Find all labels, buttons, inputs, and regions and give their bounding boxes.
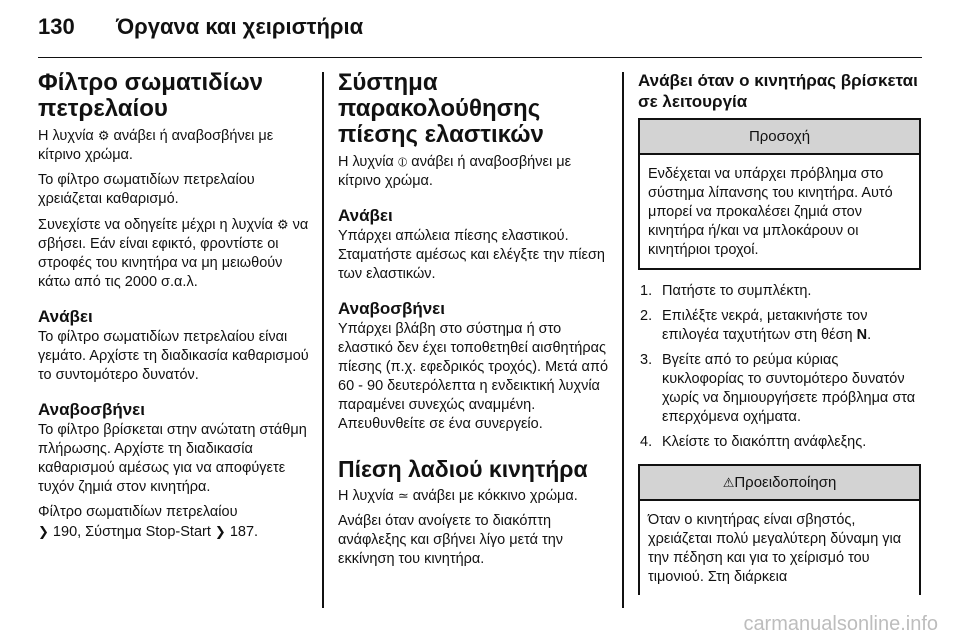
warning-title: Προειδοποίηση (734, 474, 837, 491)
page-ref-icon: ❯ (214, 524, 226, 539)
caution-title: Προσοχή (640, 120, 919, 155)
warning-triangle-icon: ⚠ (722, 475, 735, 490)
heading-oil-pressure: Πίεση λαδιού κινητήρα (338, 456, 588, 482)
header-rule (38, 57, 922, 58)
diesel-filter-icon: ⚙ (97, 128, 110, 143)
page-title: Όργανα και χειριστήρια (116, 14, 364, 39)
paragraph: Το φίλτρο σωματιδίων πετρελαίου είναι γεμάτο. Αρχίστε τη διαδικασία καθαρισμού το συντομότερο δυνατόν. (38, 329, 309, 383)
heading-on: Ανάβει (38, 307, 93, 326)
heading-flashing: Αναβοσβήνει (338, 299, 445, 318)
heading-flashing: Αναβοσβήνει (38, 400, 145, 419)
tire-pressure-icon: ⦶ (397, 154, 408, 169)
oil-can-icon: ≃ (397, 488, 409, 503)
paragraph: Το φίλτρο σωματιδίων πετρελαίου χρειάζεται καθαρισμό. (38, 172, 255, 207)
warning-header (640, 466, 919, 501)
page-number: 130 (38, 14, 75, 39)
paragraph: Το φίλτρο βρίσκεται στην ανώτατη στάθμη πλήρωσης. Αρχίστε τη διαδικασία καθαρισμού αμέσως για να αποφύγετε τυχόν ζημιά στον κινητήρα. (38, 422, 307, 495)
list-item: 3. Βγείτε από το ρεύμα κύριας κυκλοφορίας το συντομότερο δυνατόν χωρίς να δημιουργήσετε πρόβλημα στα επερχόμενα οχήματα. (640, 352, 916, 425)
column-3 (638, 70, 921, 607)
page-ref-icon: ❯ (38, 524, 49, 539)
paragraph: Η λυχνία ⚙ ανάβει ή αναβοσβήνει με κίτρινο χρώμα. (38, 128, 274, 163)
paragraph: Συνεχίστε να οδηγείτε μέχρι η λυχνία ⚙ να σβήσει. Εάν είναι εφικτό, φροντίστε οι στροφές του κινητήρα να μη μειωθούν κάτω από τις 2000 σ.α.λ. (38, 217, 309, 290)
diesel-filter-icon: ⚙ (276, 217, 289, 232)
paragraph: Η λυχνία ≃ ανάβει με κόκκινο χρώμα. (338, 488, 578, 504)
heading-tire-pressure: Σύστημα παρακολούθησης πίεσης ελαστικών (338, 69, 544, 148)
caution-text: Ενδέχεται να υπάρχει πρόβλημα στο σύστημα λίπανσης του κινητήρα. Αυτό μπορεί να προκαλέσει ζημιά στον κινητήρα ή/και να μπλοκάρουν οι κινητήριοι τροχοί. (648, 166, 893, 258)
warning-text: Όταν ο κινητήρας είναι σβηστός, χρειάζεται πολύ μεγαλύτερη δύναμη για την πέδηση και για το χείρισμό του τιμονιού. Στη διάρκεια (648, 512, 902, 585)
steps-list (638, 282, 921, 452)
paragraph: Υπάρχει απώλεια πίεσης ελαστικού. Σταματήστε αμέσως και ελέγξτε την πίεση των ελαστικών. (338, 228, 605, 282)
heading-diesel-filter: Φίλτρο σωματιδίων πετρελαίου (38, 69, 263, 122)
paragraph: Ανάβει όταν ανοίγετε το διακόπτη ανάφλεξης και σβήνει λίγο μετά την εκκίνηση του κινητήρα. (338, 513, 564, 567)
subheading-engine-running: Ανάβει όταν ο κινητήρας βρίσκεται σε λειτουργία (638, 71, 918, 111)
list-item: 2. Επιλέξτε νεκρά, μετακινήστε τον επιλογέα ταχυτήτων στη θέση N. (640, 308, 872, 343)
caution-box (638, 118, 921, 270)
page-header (38, 14, 363, 40)
list-item: 1. Πατήστε το συμπλέκτη. (640, 283, 812, 299)
list-item: 4. Κλείστε το διακόπτη ανάφλεξης. (640, 434, 867, 450)
warning-box (638, 464, 921, 595)
column-divider-2 (622, 72, 624, 608)
heading-on: Ανάβει (338, 206, 393, 225)
column-divider-1 (322, 72, 324, 608)
watermark: carmanualsonline.info (743, 613, 938, 635)
column-2 (338, 70, 608, 575)
paragraph: Η λυχνία ⦶ ανάβει ή αναβοσβήνει με κίτρινο χρώμα. (338, 154, 572, 189)
paragraph: Φίλτρο σωματιδίων πετρελαίου ❯ 190, Σύστημα Stop-Start ❯ 187. (38, 504, 259, 540)
column-1 (38, 70, 310, 548)
paragraph: Υπάρχει βλάβη στο σύστημα ή στο ελαστικό δεν έχει τοποθετηθεί αισθητήρας πίεσης (π.χ. εφεδρικός τροχός). Μετά από 60 - 90 δευτερόλεπτα η ενδεικτική λυχνία παραμένει συνεχώς αναμμένη. Απευθυνθείτε σε ένα συνεργείο. (338, 321, 609, 432)
